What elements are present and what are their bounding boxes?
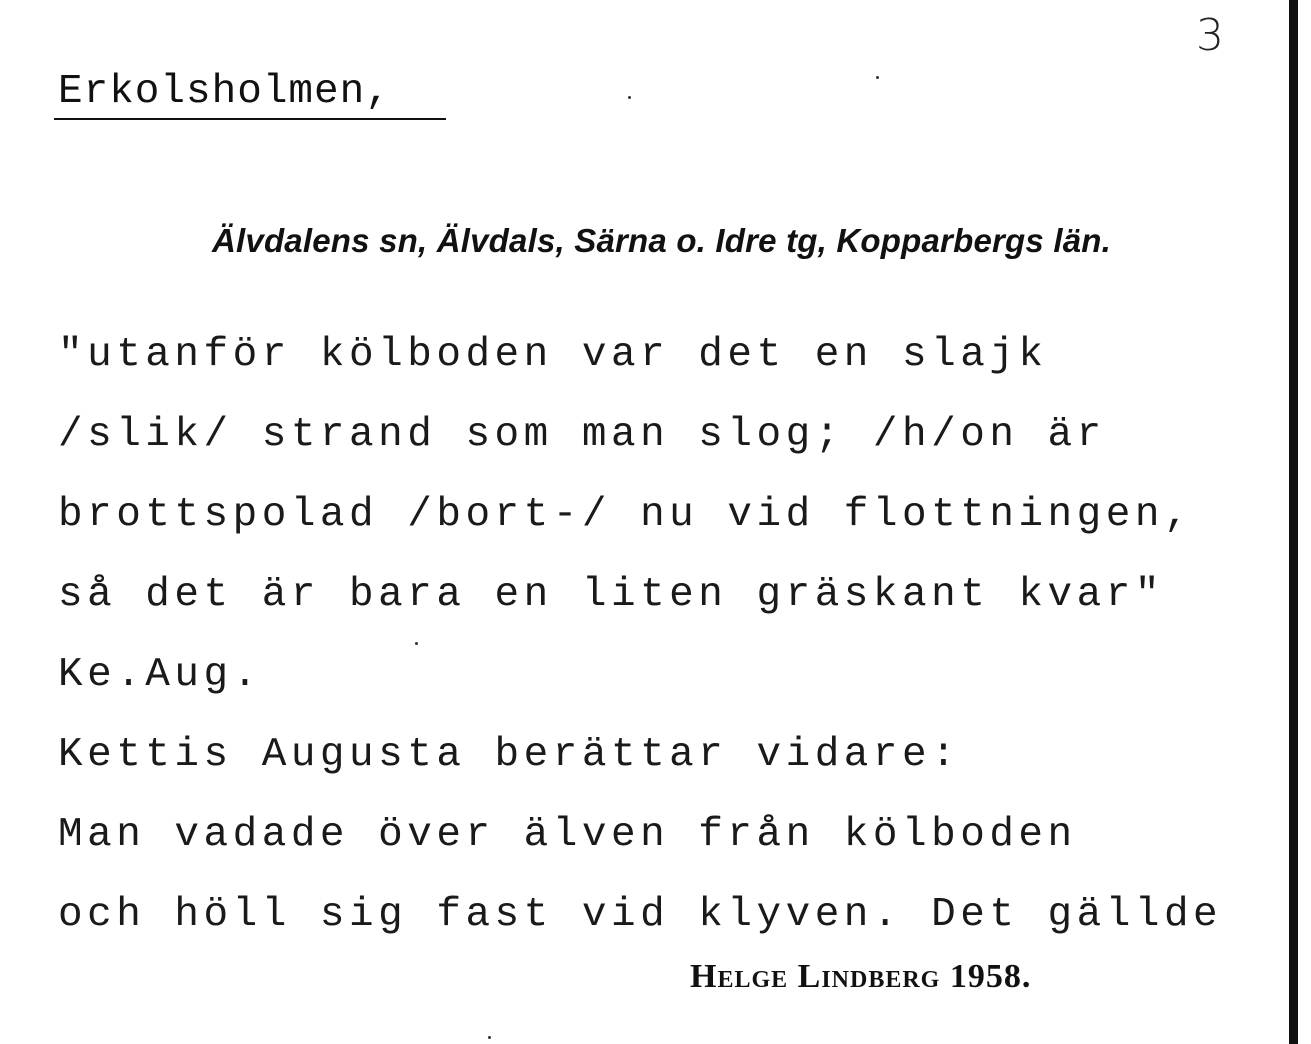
body-line: Ke.Aug. bbox=[58, 652, 262, 698]
scan-speck bbox=[415, 642, 418, 645]
card-edge-border bbox=[1289, 0, 1298, 1044]
body-line: och höll sig fast vid klyven. Det gällde bbox=[58, 892, 1223, 938]
scan-speck bbox=[628, 96, 631, 99]
scan-speck bbox=[876, 76, 879, 79]
location-stamp: Älvdalens sn, Älvdals, Särna o. Idre tg, Kopparbergs län. bbox=[212, 222, 1111, 259]
body-line: Man vadade över älven från kölboden bbox=[58, 812, 1077, 858]
heading-underline bbox=[54, 118, 446, 120]
scan-speck bbox=[488, 1036, 491, 1039]
collector-signature-stamp: Helge Lindberg 1958. bbox=[690, 958, 1032, 995]
body-line: brottspolad /bort-/ nu vid flottningen, bbox=[58, 492, 1194, 538]
page-number: 3 bbox=[1196, 10, 1224, 61]
body-line: Kettis Augusta berättar vidare: bbox=[58, 732, 961, 778]
body-line: /slik/ strand som man slog; /h/on är bbox=[58, 412, 1106, 458]
place-name-heading: Erkolsholmen, bbox=[58, 69, 391, 115]
body-line: så det är bara en liten gräskant kvar" bbox=[58, 572, 1164, 618]
body-line: "utanför kölboden var det en slajk bbox=[58, 332, 1048, 378]
